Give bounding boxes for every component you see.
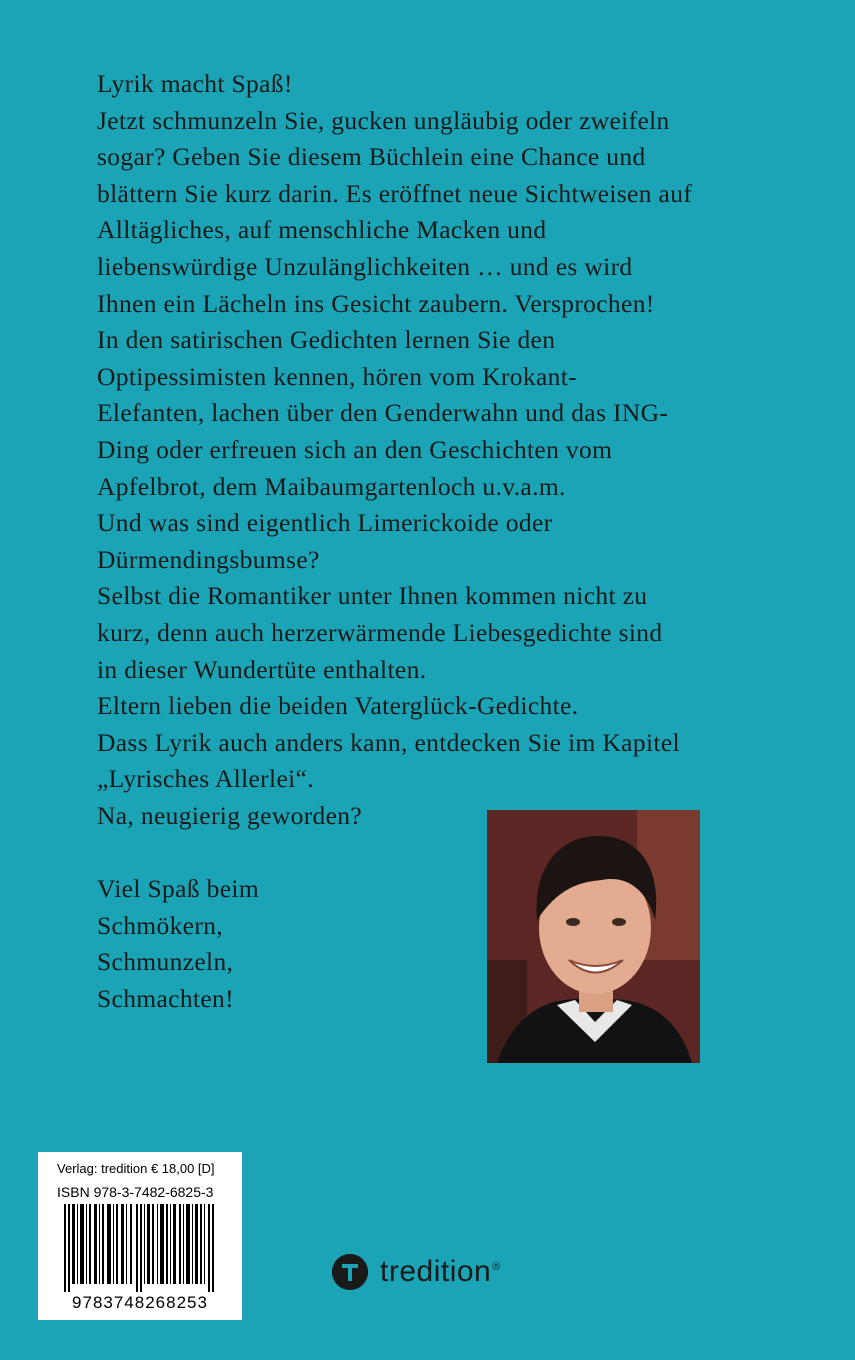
closing-line: Viel Spaß beim bbox=[97, 874, 260, 904]
blurb-line: Elefanten, lachen über den Genderwahn und das ING- bbox=[97, 398, 669, 428]
blurb-line: kurz, denn auch herzerwärmende Liebesgedichte sind bbox=[97, 617, 663, 647]
barcode-number: 9783748268253 bbox=[72, 1293, 208, 1312]
publisher-logo bbox=[332, 1252, 501, 1292]
barcode-bars bbox=[64, 1204, 216, 1292]
blurb-line: liebenswürdige Unzulänglichkeiten … und es wird bbox=[97, 251, 633, 281]
tredition-logo-icon bbox=[332, 1254, 368, 1290]
closing-line: Schmachten! bbox=[97, 983, 234, 1013]
blurb-line: Ding oder erfreuen sich an den Geschichten vom bbox=[97, 434, 613, 464]
closing-line: Schmunzeln, bbox=[97, 947, 234, 977]
blurb-line: „Lyrisches Allerlei“. bbox=[97, 764, 314, 794]
blurb-line: Lyrik macht Spaß! bbox=[97, 69, 293, 98]
blurb-line: Ihnen ein Lächeln ins Gesicht zaubern. Versprochen! bbox=[97, 288, 655, 318]
blurb-line: Jetzt schmunzeln Sie, gucken ungläubig oder zweifeln bbox=[97, 105, 670, 135]
blurb-line: sogar? Geben Sie diesem Büchlein eine Chance und bbox=[97, 142, 646, 172]
blurb-line: Und was sind eigentlich Limerickoide oder bbox=[97, 508, 553, 538]
publisher-price: Verlag: tredition € 18,00 [D] bbox=[57, 1161, 215, 1176]
closing-line: Schmökern, bbox=[97, 910, 224, 940]
logo-wordmark-text: tredition bbox=[380, 1255, 492, 1288]
isbn-text: ISBN 978-3-7482-6825-3 bbox=[57, 1184, 214, 1200]
blurb-line: Eltern lieben die beiden Vaterglück-Gedichte. bbox=[97, 691, 579, 721]
blurb-line: Na, neugierig geworden? bbox=[97, 800, 363, 830]
blurb-line: Apfelbrot, dem Maibaumgartenloch u.v.a.m. bbox=[97, 471, 566, 501]
blurb-line: Selbst die Romantiker unter Ihnen kommen nicht zu bbox=[97, 581, 648, 611]
blurb-line: Dürmendingsbumse? bbox=[97, 544, 320, 574]
blurb-line: blättern Sie kurz darin. Es eröffnet neue Sichtweisen auf bbox=[97, 178, 693, 208]
blurb-line: In den satirischen Gedichten lernen Sie den bbox=[97, 325, 556, 355]
registered-mark: ® bbox=[492, 1261, 501, 1273]
author-photo bbox=[487, 810, 700, 1063]
logo-wordmark bbox=[380, 1255, 501, 1289]
blurb-line: Optipessimisten kennen, hören vom Krokant- bbox=[97, 361, 577, 391]
blurb-line: in dieser Wundertüte enthalten. bbox=[97, 654, 427, 684]
author-portrait bbox=[487, 810, 700, 1063]
blurb-line: Alltägliches, auf menschliche Macken und bbox=[97, 215, 547, 245]
blurb-line: Dass Lyrik auch anders kann, entdecken Sie im Kapitel bbox=[97, 727, 680, 757]
barcode-label bbox=[38, 1152, 242, 1320]
